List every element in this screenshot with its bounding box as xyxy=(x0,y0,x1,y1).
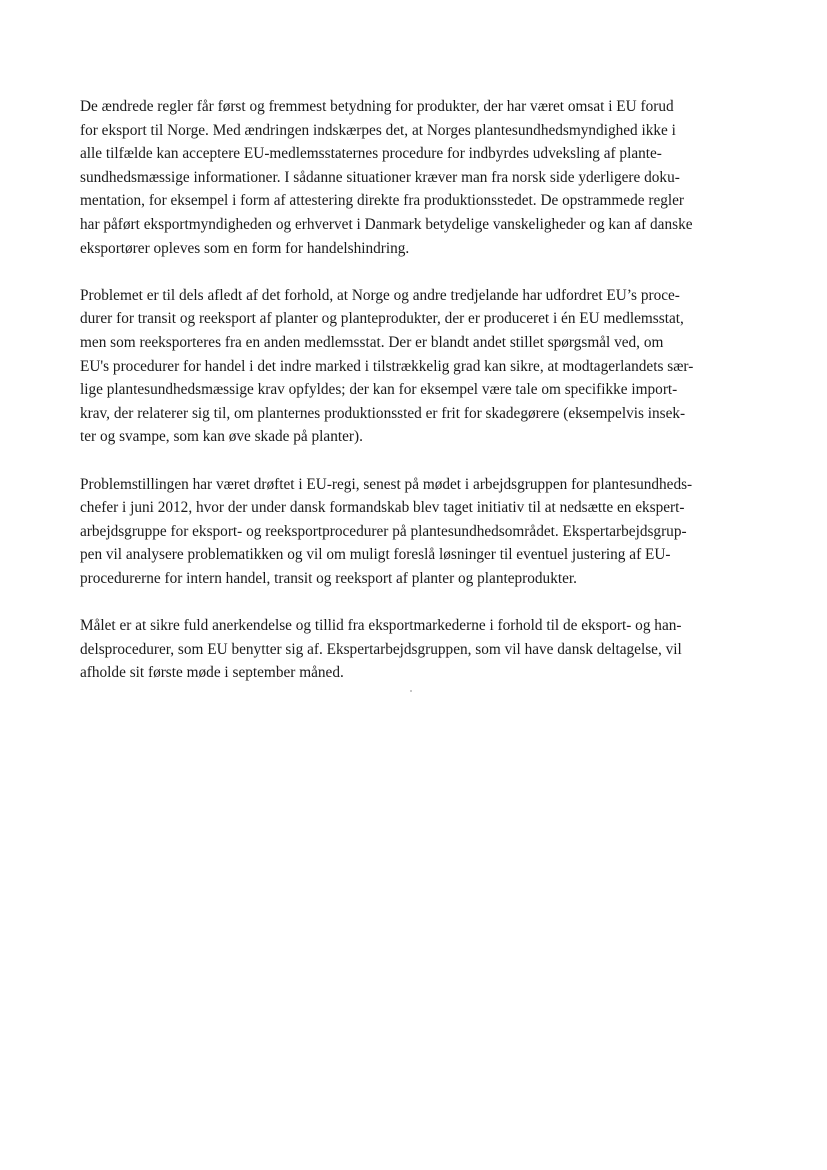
text-line: afholde sit første møde i september måned. xyxy=(80,664,344,682)
scan-speck xyxy=(410,690,412,692)
text-line: alle tilfælde kan acceptere EU-medlemsstaternes procedure for indbyrdes udveksling af plante- xyxy=(80,145,662,163)
text-line: Målet er at sikre fuld anerkendelse og tillid fra eksportmarkederne i forhold til de eksport- og han- xyxy=(80,617,682,635)
text-line: pen vil analysere problematikken og vil om muligt foreslå løsninger til eventuel justering af EU- xyxy=(80,546,671,564)
text-line: procedurerne for intern handel, transit og reeksport af planter og planteprodukter. xyxy=(80,569,577,587)
text-line: Problemstillingen har været drøftet i EU-regi, senest på mødet i arbejdsgruppen for plantesundheds- xyxy=(80,475,693,493)
text-line: mentation, for eksempel i form af attestering direkte fra produktionsstedet. De opstrammede regler xyxy=(80,192,685,210)
text-line: ter og svampe, som kan øve skade på planter). xyxy=(80,428,363,446)
text-line: Problemet er til dels afledt af det forhold, at Norge og andre tredjelande har udfordret EU’s proce- xyxy=(80,286,680,304)
paragraph-2 xyxy=(80,284,745,449)
text-line: durer for transit og reeksport af planter og planteprodukter, der er produceret i én EU medlemsstat, xyxy=(80,310,684,328)
text-line: har påført eksportmyndigheden og erhvervet i Danmark betydelige vanskeligheder og kan af danske xyxy=(80,215,693,233)
text-line: chefer i juni 2012, hvor der under dansk formandskab blev taget initiativ til at nedsætte en ekspert- xyxy=(80,499,685,517)
text-line: lige plantesundhedsmæssige krav opfyldes; der kan for eksempel være tale om specifikke import- xyxy=(80,381,678,399)
text-line: for eksport til Norge. Med ændringen indskærpes det, at Norges plantesundhedsmyndighed ikke i xyxy=(80,121,676,139)
text-line: sundhedsmæssige informationer. I sådanne situationer kræver man fra norsk side yderligere doku- xyxy=(80,168,680,186)
text-line: arbejdsgruppe for eksport- og reeksportprocedurer på plantesundhedsområdet. Ekspertarbejdsgrup- xyxy=(80,522,687,540)
text-line: EU's procedurer for handel i det indre marked i tilstrækkelig grad kan sikre, at modtagerlandets sær- xyxy=(80,357,694,375)
paragraph-1 xyxy=(80,95,745,260)
document-body xyxy=(80,95,745,708)
text-line: eksportører opleves som en form for handelshindring. xyxy=(80,239,410,257)
text-line: De ændrede regler får først og fremmest betydning for produkter, der har været omsat i EU forud xyxy=(80,98,674,115)
text-line: krav, der relaterer sig til, om planternes produktionssted er frit for skadegørere (eksempelvis insek- xyxy=(80,404,686,422)
paragraph-4 xyxy=(80,614,745,685)
paragraph-3 xyxy=(80,473,745,591)
text-line: men som reeksporteres fra en anden medlemsstat. Der er blandt andet stillet spørgsmål ved, om xyxy=(80,333,664,351)
text-line: delsprocedurer, som EU benytter sig af. Ekspertarbejdsgruppen, som vil have dansk deltagelse, vil xyxy=(80,640,682,658)
